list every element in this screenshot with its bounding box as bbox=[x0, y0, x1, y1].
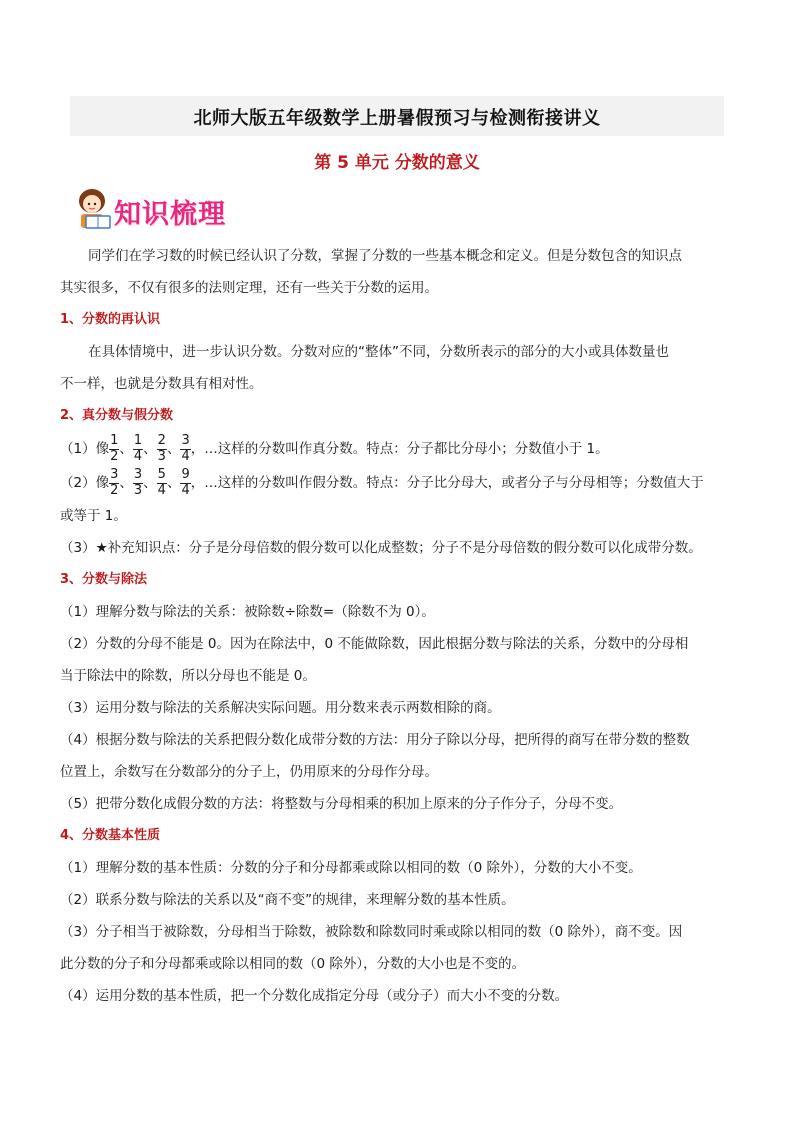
fraction: $\frac{2}{3}$ bbox=[157, 432, 166, 464]
section-3-title: 3、分数与除法 bbox=[60, 572, 148, 587]
intro-line-1: 同学们在学习数的时候已经认识了分数，掌握了分数的一些基本概念和定义。但是分数包含的知识点 bbox=[88, 248, 682, 264]
s1-line-1: 在具体情境中，进一步认识分数。分数对应的“整体”不同，分数所表示的部分的大小或具体数量也 bbox=[88, 344, 669, 360]
s2-p2-suffix: ，…这样的分数叫作假分数。特点：分子比分母大，或者分子与分母相等；分数值大于 bbox=[190, 475, 704, 491]
s3-p1: （1）理解分数与除法的关系：被除数÷除数=（除数不为 0）。 bbox=[60, 604, 435, 620]
knowledge-banner bbox=[72, 186, 272, 232]
fraction: $\frac{9}{4}$ bbox=[181, 466, 190, 498]
intro-line-2: 其实很多，不仅有很多的法则定理，还有一些关于分数的运用。 bbox=[60, 280, 438, 296]
fraction: $\frac{3}{3}$ bbox=[133, 466, 143, 498]
s1-line-2: 不一样，也就是分数具有相对性。 bbox=[60, 376, 263, 392]
s2-p1-prefix: （1）像 bbox=[60, 441, 110, 457]
s2-p2-prefix: （2）像 bbox=[60, 475, 110, 491]
s4-p2: （2）联系分数与除法的关系以及“商不变”的规律，来理解分数的基本性质。 bbox=[60, 892, 515, 908]
s4-p3a: （3）分子相当于被除数，分母相当于除数，被除数和除数同时乘或除以相同的数（0 除外），商不变。因 bbox=[60, 924, 683, 940]
section-4-title: 4、分数基本性质 bbox=[60, 828, 161, 843]
s3-p5: （5）把带分数化成假分数的方法：将整数与分母相乘的积加上原来的分子作分子，分母不变。 bbox=[60, 796, 623, 812]
s2-p3: （3）★补充知识点：分子是分母倍数的假分数可以化成整数；分子不是分母倍数的假分数可以化成带分数。 bbox=[60, 540, 702, 556]
s4-p1: （1）理解分数的基本性质：分数的分子和分母都乘或除以相同的数（0 除外），分数的大小不变。 bbox=[60, 860, 642, 876]
s3-p4a: （4）根据分数与除法的关系把假分数化成带分数的方法：用分子除以分母，把所得的商写在带分数的整数 bbox=[60, 732, 690, 748]
s2-p1: （1）像 $\frac{1}{2}$ 、 $\frac{1}{4}$ 、 $\frac{2}{3}$ 、 $\frac{3}{4}$ ，…这样的分数叫作真分数。特点：分子都比分母小；分数值小于 1。 bbox=[60, 432, 609, 464]
s3-p4b: 位置上，余数写在分数部分的分子上，仍用原来的分母作分母。 bbox=[60, 764, 438, 780]
fraction: $\frac{5}{4}$ bbox=[157, 466, 166, 498]
banner-title: 知识梳理 bbox=[114, 199, 226, 230]
fraction: $\frac{3}{2}$ bbox=[110, 466, 119, 498]
s2-p2: （2）像 $\frac{3}{2}$ 、 $\frac{3}{3}$ 、 $\frac{5}{4}$ 、 $\frac{9}{4}$ ，…这样的分数叫作假分数。特点：分子比分母大，或者分子与分母相等；分数值大于 bbox=[60, 466, 704, 498]
s3-p2a: （2）分数的分母不能是 0。因为在除法中，0 不能做除数，因此根据分数与除法的关系，分数中的分母相 bbox=[60, 636, 689, 652]
unit-title: 第 5 单元 分数的意义 bbox=[314, 153, 480, 173]
s2-p2-cont: 或等于 1。 bbox=[60, 508, 127, 524]
s3-p3: （3）运用分数与除法的关系解决实际问题。用分数来表示两数相除的商。 bbox=[60, 700, 501, 716]
s4-p4: （4）运用分数的基本性质，把一个分数化成指定分母（或分子）而大小不变的分数。 bbox=[60, 988, 569, 1004]
section-1-title: 1、分数的再认识 bbox=[60, 312, 161, 327]
s2-p1-suffix: ，…这样的分数叫作真分数。特点：分子都比分母小；分数值小于 1。 bbox=[190, 441, 609, 457]
s3-p2b: 当于除法中的除数，所以分母也不能是 0。 bbox=[60, 668, 316, 684]
main-content bbox=[60, 240, 730, 1012]
section-2-title: 2、真分数与假分数 bbox=[60, 408, 174, 423]
document-title: 北师大版五年级数学上册暑假预习与检测衔接讲义 bbox=[193, 108, 601, 129]
s4-p3b: 此分数的分子和分母都乘或除以相同的数（0 除外），分数的大小也是不变的。 bbox=[60, 956, 526, 972]
fraction: $\frac{1}{2}$ bbox=[110, 432, 119, 464]
fraction: $\frac{1}{4}$ bbox=[133, 432, 143, 464]
fraction: $\frac{3}{4}$ bbox=[181, 432, 190, 464]
girl-reading-icon bbox=[72, 186, 116, 232]
